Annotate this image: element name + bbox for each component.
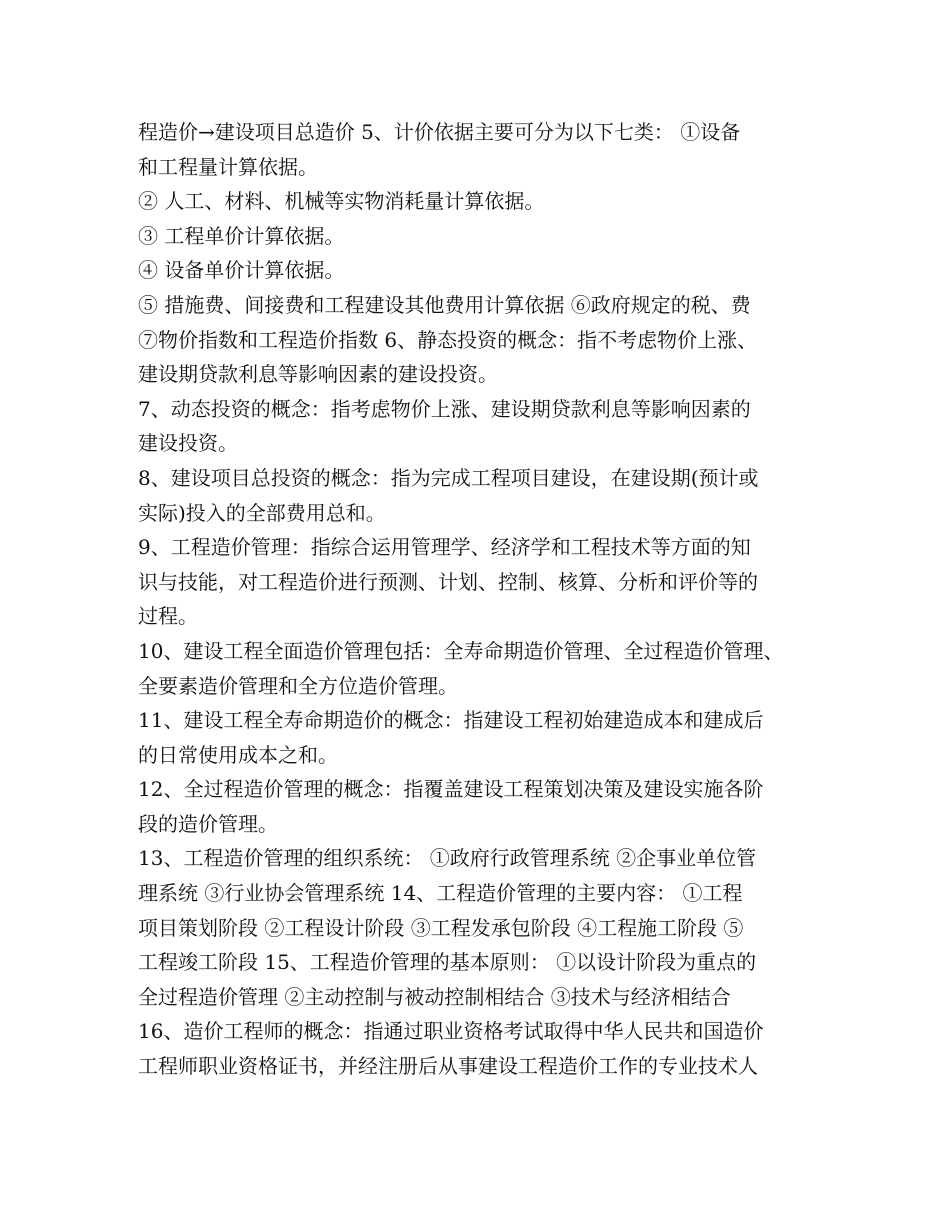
text-line: 7、动态投资的概念：指考虑物价上涨、建设期贷款利息等影响因素的 bbox=[138, 396, 751, 421]
text-line: ⑤ 措施费、间接费和工程建设其他费用计算依据 ⑥政府规定的税、费 bbox=[138, 292, 751, 317]
text-line: 过程。 bbox=[138, 604, 198, 629]
text-line: 10、建设工程全面造价管理包括：全寿命期造价管理、全过程造价管理、 bbox=[138, 638, 784, 663]
text-line: 项目策划阶段 ②工程设计阶段 ③工程发承包阶段 ④工程施工阶段 ⑤ bbox=[138, 915, 744, 940]
text-line: 11、建设工程全寿命期造价的概念：指建设工程初始建造成本和建成后 bbox=[138, 708, 764, 733]
text-line: 段的造价管理。 bbox=[138, 811, 278, 836]
text-line: 工程师职业资格证书，并经注册后从事建设工程造价工作的专业技术人 bbox=[138, 1054, 758, 1079]
text-line: 全过程造价管理 ②主动控制与被动控制相结合 ③技术与经济相结合 bbox=[138, 984, 731, 1009]
document-body bbox=[138, 115, 828, 1084]
text-line: 工程竣工阶段 15、工程造价管理的基本原则： ①以设计阶段为重点的 bbox=[138, 950, 757, 975]
text-line: 13、工程造价管理的组织系统： ①政府行政管理系统 ②企事业单位管 bbox=[138, 846, 757, 871]
text-line: 识与技能，对工程造价进行预测、计划、控制、核算、分析和评价等的 bbox=[138, 569, 758, 594]
text-line: 程造价→建设项目总造价 5、计价依据主要可分为以下七类： ①设备 bbox=[138, 120, 741, 144]
text-line: 的日常使用成本之和。 bbox=[138, 742, 338, 767]
text-line: ④ 设备单价计算依据。 bbox=[138, 258, 345, 283]
text-line: 9、工程造价管理：指综合运用管理学、经济学和工程技术等方面的知 bbox=[138, 535, 751, 560]
text-line: 建设投资。 bbox=[138, 431, 238, 456]
text-line: 16、造价工程师的概念：指通过职业资格考试取得中华人民共和国造价 bbox=[138, 1019, 764, 1044]
text-line: ② 人工、材料、机械等实物消耗量计算依据。 bbox=[138, 189, 545, 214]
text-line: 理系统 ③行业协会管理系统 14、工程造价管理的主要内容： ①工程 bbox=[138, 881, 743, 906]
text-line: 8、建设项目总投资的概念：指为完成工程项目建设，在建设期(预计或 bbox=[138, 465, 759, 490]
text-line: ③ 工程单价计算依据。 bbox=[138, 223, 345, 248]
text-line: 12、全过程造价管理的概念：指覆盖建设工程策划决策及建设实施各阶 bbox=[138, 777, 764, 802]
text-line: 建设期贷款利息等影响因素的建设投资。 bbox=[138, 362, 498, 387]
text-line: 和工程量计算依据。 bbox=[138, 154, 318, 179]
text-line: 全要素造价管理和全方位造价管理。 bbox=[138, 673, 458, 698]
text-line: ⑦物价指数和工程造价指数 6、静态投资的概念：指不考虑物价上涨、 bbox=[138, 327, 758, 352]
text-line: 实际)投入的全部费用总和。 bbox=[138, 500, 386, 525]
